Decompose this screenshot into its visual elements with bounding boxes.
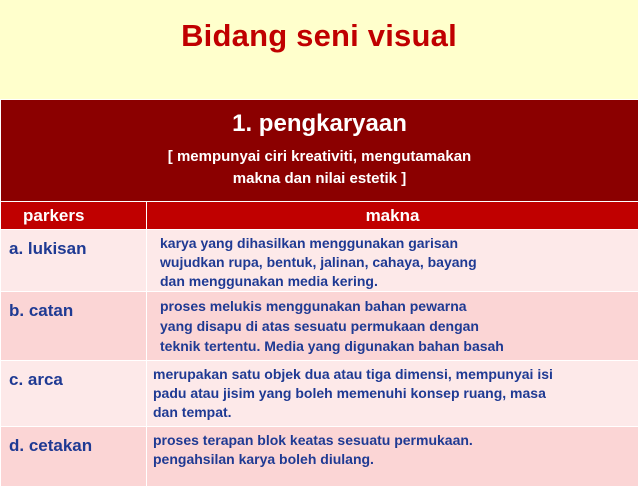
table-row (1, 361, 638, 427)
meaning-line: teknik tertentu. Media yang digunakan bahan basah (160, 336, 638, 356)
meaning-cell (147, 361, 638, 427)
meaning-line: proses terapan blok keatas sesuatu permukaan. (153, 431, 638, 450)
meaning-line: padu atau jisim yang boleh memenuhi konsep ruang, masa (153, 384, 638, 403)
section-subtitle-line-1: [ mempunyai ciri kreativiti, mengutamakan (1, 146, 638, 168)
term-cell: c. arca (1, 361, 147, 427)
column-header-meaning: makna (147, 202, 638, 230)
meaning-line: dan menggunakan media kering. (160, 272, 638, 291)
meaning-line: pengahsilan karya boleh diulang. (153, 450, 638, 469)
column-header-term: parkers (1, 202, 147, 230)
table-row (1, 230, 638, 292)
slide-title: Bidang seni visual (0, 18, 638, 54)
meaning-cell (147, 427, 638, 487)
meaning-line: wujudkan rupa, bentuk, jalinan, cahaya, bayang (160, 253, 638, 272)
meaning-line: yang disapu di atas sesuatu permukaan dengan (160, 316, 638, 336)
meaning-cell (147, 292, 638, 361)
meaning-line: proses melukis menggunakan bahan pewarna (160, 296, 638, 316)
table-row (1, 292, 638, 361)
meaning-line: karya yang dihasilkan menggunakan garisan (160, 234, 638, 253)
table-row (1, 427, 638, 487)
meaning-line: dan tempat. (153, 403, 638, 422)
meaning-cell (147, 230, 638, 292)
section-subtitle (1, 146, 638, 190)
term-cell: a. lukisan (1, 230, 147, 292)
section-heading: 1. pengkaryaan (1, 110, 638, 138)
content-table (0, 99, 638, 487)
section-banner (1, 100, 638, 202)
term-cell: d. cetakan (1, 427, 147, 487)
term-cell: b. catan (1, 292, 147, 361)
section-subtitle-line-2: makna dan nilai estetik ] (1, 168, 638, 190)
meaning-line: merupakan satu objek dua atau tiga dimensi, mempunyai isi (153, 365, 638, 384)
